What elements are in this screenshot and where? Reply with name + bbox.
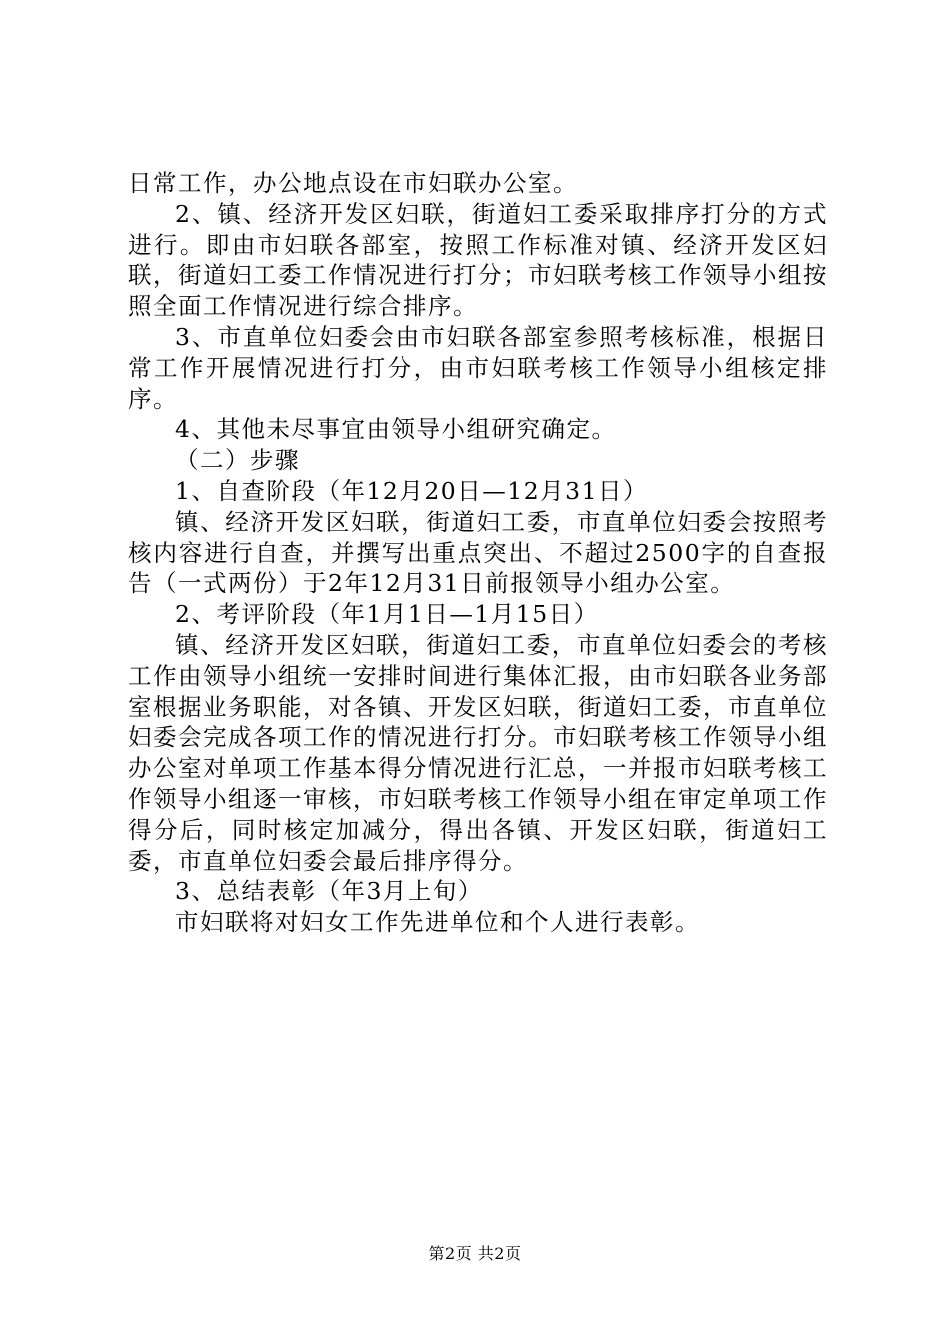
paragraph-evaluation: 镇、经济开发区妇联，街道妇工委，市直单位妇委会的考核工作由领导小组统一安排时间进行集体汇报，由市妇联各业务部室根据业务职能，对各镇、开发区妇联，街道妇工委，市直单位妇委会完成各项工作的情况进行打分。市妇联考核工作领导小组办公室对单项工作基本得分情况进行汇总，一并报市妇联考核工作领导小组逐一审核，市妇联考核工作领导小组在审定单项工作得分后，同时核定加减分，得出各镇、开发区妇联，街道妇工委，市直单位妇委会最后排序得分。 — [128, 630, 828, 875]
section-heading-steps: （二）步骤 — [175, 446, 300, 475]
paragraph-self-check: 镇、经济开发区妇联，街道妇工委，市直单位妇委会按照考核内容进行自查，并撰写出重点突出、不超过2500字的自查报告（一式两份）于2年12月31日前报领导小组办公室。 — [128, 507, 828, 598]
page-number-footer: 第2页 共2页 — [428, 1244, 522, 1263]
paragraph-item-4: 4、其他未尽事宜由领导小组研究确定。 — [175, 415, 617, 444]
step-heading-evaluation: 2、考评阶段（年1月1日—1月15日） — [175, 600, 599, 629]
paragraph-item-2: 2、镇、经济开发区妇联，街道妇工委采取排序打分的方式进行。即由市妇联各部室，按照工作标准对镇、经济开发区妇联，街道妇工委工作情况进行打分；市妇联考核工作领导小组按照全面工作情况进行综合排序。 — [128, 199, 828, 321]
paragraph-commendation: 市妇联将对妇女工作先进单位和个人进行表彰。 — [175, 908, 700, 937]
document-body — [128, 168, 828, 938]
step-heading-commendation: 3、总结表彰（年3月上旬） — [175, 877, 483, 906]
paragraph-item-3: 3、市直单位妇委会由市妇联各部室参照考核标准，根据日常工作开展情况进行打分，由市妇联考核工作领导小组核定排序。 — [128, 322, 828, 413]
paragraph-continuation: 日常工作，办公地点设在市妇联办公室。 — [128, 169, 578, 197]
step-heading-self-check: 1、自查阶段（年12月20日—12月31日） — [175, 476, 649, 505]
